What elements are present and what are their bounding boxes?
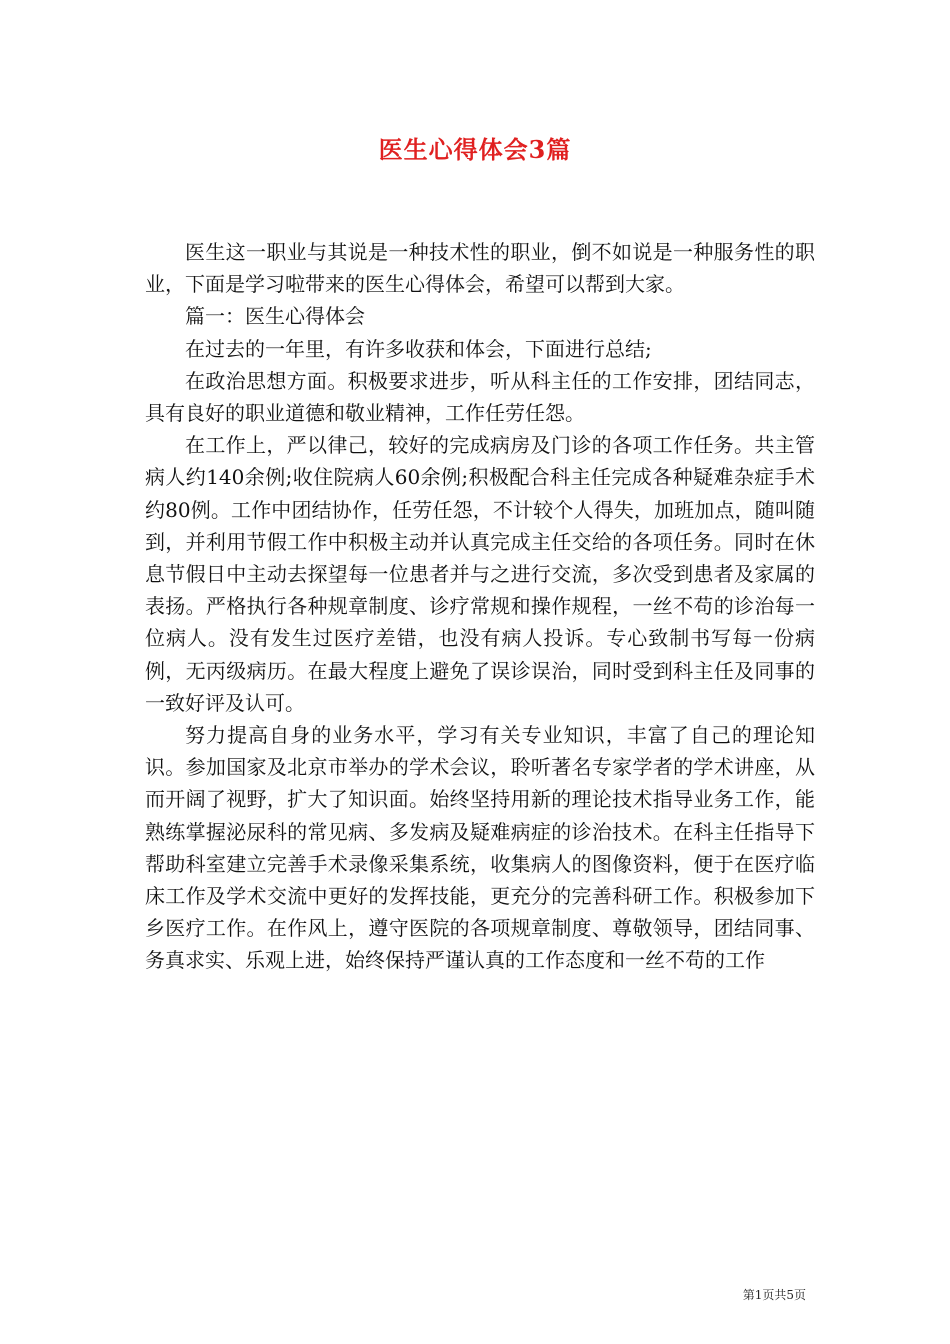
paragraph: 在政治思想方面。积极要求进步，听从科主任的工作安排，团结同志，具有良好的职业道德和敬业精神，工作任劳任怨。 xyxy=(145,368,815,426)
paragraph: 在工作上，严以律己，较好的完成病房及门诊的各项工作任务。共主管病人约140余例;收住院病人60余例;积极配合科主任完成各种疑难杂症手术约80例。工作中团结协作，任劳任怨，不计较个人得失，加班加点，随叫随到，并利用节假工作中积极主动并认真完成主任交给的各项任务。同时在休息节假日中主动去探望每一位患者并与之进行交流，多次受到患者及家属的表扬。严格执行各种规章制度、诊疗常规和操作规程，一丝不苟的诊治每一位病人。没有发生过医疗差错，也没有病人投诉。专心致制书写每一份病例，无丙级病历。在最大程度上避免了误诊误治，同时受到科主任及同事的一致好评及认可。 xyxy=(145,433,815,715)
document-title: 医生心得体会3篇 xyxy=(378,135,572,164)
section-heading: 篇一：医生心得体会 xyxy=(185,304,365,329)
page-number: 第1页共5页 xyxy=(742,1288,806,1302)
paragraph: 努力提高自身的业务水平，学习有关专业知识，丰富了自己的理论知识。参加国家及北京市举办的学术会议，聆听著名专家学者的学术讲座，从而开阔了视野，扩大了知识面。始终坚持用新的理论技术指导业务工作，能熟练掌握泌尿科的常见病、多发病及疑难病症的诊治技术。在科主任指导下帮助科室建立完善手术录像采集系统，收集病人的图像资料，便于在医疗临床工作及学术交流中更好的发挥技能，更充分的完善科研工作。积极参加下乡医疗工作。在作风上，遵守医院的各项规章制度、尊敬领导，团结同事、务真求实、乐观上进，始终保持严谨认真的工作态度和一丝不苟的工作 xyxy=(145,723,815,973)
paragraph-intro: 医生这一职业与其说是一种技术性的职业，倒不如说是一种服务性的职业，下面是学习啦带来的医生心得体会，希望可以帮到大家。 xyxy=(145,240,815,297)
paragraph: 在过去的一年里，有许多收获和体会，下面进行总结; xyxy=(185,336,652,361)
document-body xyxy=(145,236,815,977)
